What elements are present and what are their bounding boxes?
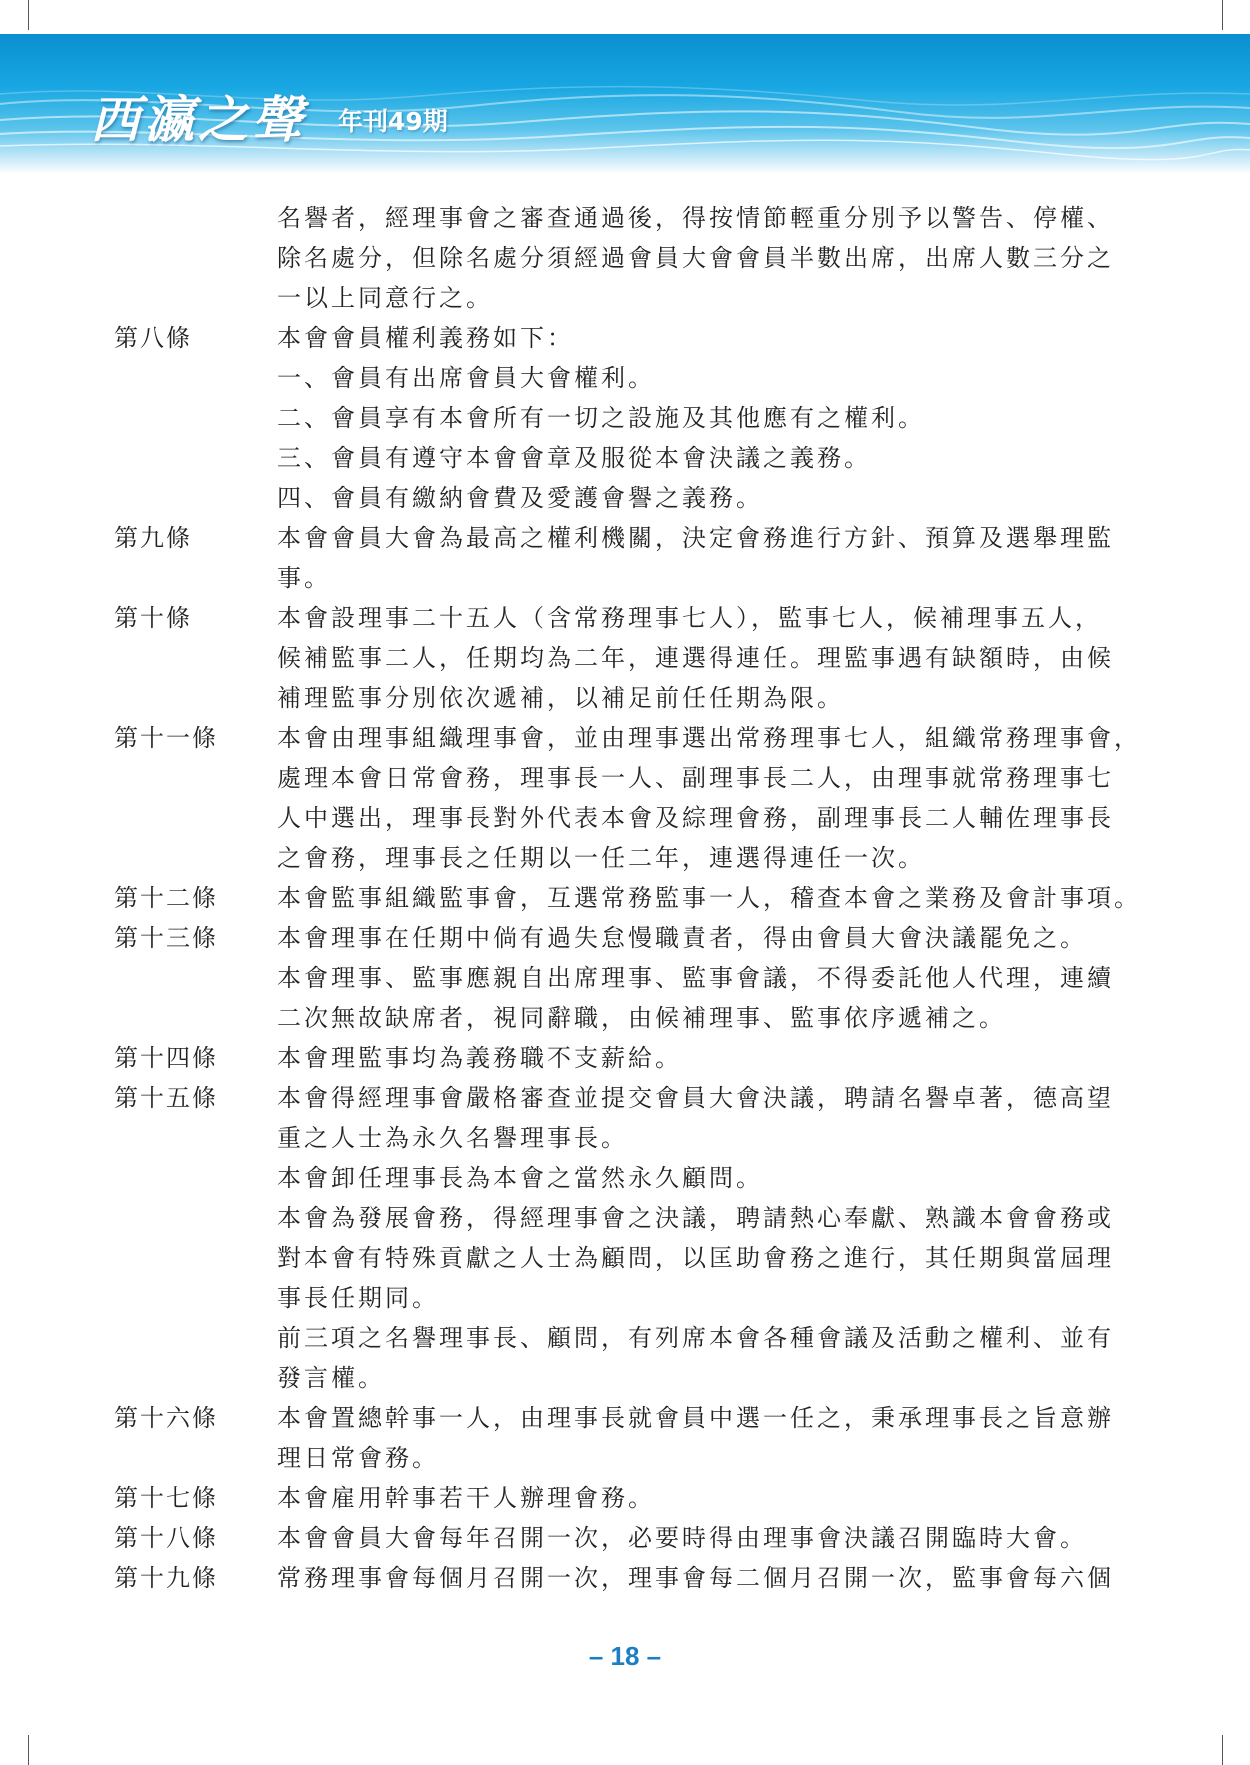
article-text-line: 本會理事在任期中倘有過失怠慢職責者，得由會員大會決議罷免之。 <box>277 924 1087 952</box>
article-text-line: 候補監事二人，任期均為二年，連選得連任。理監事遇有缺額時，由候 <box>277 644 1114 672</box>
article-text-line: 重之人士為永久名譽理事長。 <box>277 1124 628 1152</box>
article-text-line: 名譽者，經理事會之審查通過後，得按情節輕重分別予以警告、停權、 <box>277 204 1114 232</box>
article-text-line: 二次無故缺席者，視同辭職，由候補理事、監事依序遞補之。 <box>277 1004 1006 1032</box>
article-text-line: 四、會員有繳納會費及愛護會譽之義務。 <box>277 484 763 512</box>
page-number: – 18 – <box>588 1641 662 1671</box>
article-number: 第八條 <box>114 324 192 352</box>
article-number: 第十八條 <box>114 1524 218 1552</box>
issue-label: 年刊49期 <box>338 107 448 136</box>
article-text-line: 處理本會日常會務，理事長一人、副理事長二人，由理事就常務理事七 <box>277 764 1114 792</box>
article-text-line: 除名處分，但除名處分須經過會員大會會員半數出席，出席人數三分之 <box>277 244 1114 272</box>
article-text-line: 本會理事、監事應親自出席理事、監事會議，不得委託他人代理，連續 <box>277 964 1114 992</box>
crop-mark <box>28 1735 29 1765</box>
article-text-line: 前三項之名譽理事長、顧問，有列席本會各種會議及活動之權利、並有 <box>277 1324 1114 1352</box>
article-text-line: 本會會員大會每年召開一次，必要時得由理事會決議召開臨時大會。 <box>277 1524 1087 1552</box>
article-text-line: 本會雇用幹事若干人辦理會務。 <box>277 1484 655 1512</box>
article-text-line: 補理監事分別依次遞補，以補足前任任期為限。 <box>277 684 844 712</box>
article-number: 第十五條 <box>114 1084 218 1112</box>
article-text-line: 事長任期同。 <box>277 1284 439 1312</box>
crop-mark <box>1222 1735 1223 1765</box>
article-text-line: 本會得經理事會嚴格審查並提交會員大會決議，聘請名譽卓著，德高望 <box>277 1084 1114 1112</box>
article-text-line: 之會務，理事長之任期以一任二年，連選得連任一次。 <box>277 844 925 872</box>
article-number: 第十條 <box>114 604 192 632</box>
article-text-line: 本會監事組織監事會，互選常務監事一人，稽查本會之業務及會計事項。 <box>277 884 1141 912</box>
article-text-line: 三、會員有遵守本會會章及服從本會決議之義務。 <box>277 444 871 472</box>
crop-mark <box>28 0 29 30</box>
article-text-line: 理日常會務。 <box>277 1444 439 1472</box>
article-text-line: 一以上同意行之。 <box>277 284 493 312</box>
article-text-line: 對本會有特殊貢獻之人士為顧問，以匡助會務之進行，其任期與當屆理 <box>277 1244 1114 1272</box>
article-text-line: 常務理事會每個月召開一次，理事會每二個月召開一次，監事會每六個 <box>277 1564 1114 1592</box>
article-text-line: 人中選出，理事長對外代表本會及綜理會務，副理事長二人輔佐理事長 <box>277 804 1114 832</box>
article-text-line: 事。 <box>277 564 331 592</box>
article-text-line: 本會卸任理事長為本會之當然永久顧問。 <box>277 1164 763 1192</box>
article-number: 第十二條 <box>114 884 218 912</box>
article-text-line: 本會會員大會為最高之權利機關，決定會務進行方針、預算及選舉理監 <box>277 524 1114 552</box>
page-header <box>0 34 1250 174</box>
crop-mark <box>1222 0 1223 30</box>
article-text-line: 本會由理事組織理事會，並由理事選出常務理事七人，組織常務理事會， <box>277 724 1141 752</box>
magazine-title: 西瀛之聲 <box>90 90 306 149</box>
article-text-line: 本會會員權利義務如下： <box>277 324 574 352</box>
article-text-line: 本會設理事二十五人（含常務理事七人），監事七人，候補理事五人， <box>277 604 1102 632</box>
article-number: 第十六條 <box>114 1404 218 1432</box>
article-text-line: 一、會員有出席會員大會權利。 <box>277 364 655 392</box>
article-text-line: 本會為發展會務，得經理事會之決議，聘請熱心奉獻、熟識本會會務或 <box>277 1204 1114 1232</box>
article-text-line: 發言權。 <box>277 1364 385 1392</box>
article-number: 第十七條 <box>114 1484 218 1512</box>
article-number: 第十三條 <box>114 924 218 952</box>
article-number: 第十四條 <box>114 1044 218 1072</box>
article-text-line: 本會理監事均為義務職不支薪給。 <box>277 1044 682 1072</box>
article-number: 第十一條 <box>114 724 218 752</box>
article-text-line: 二、會員享有本會所有一切之設施及其他應有之權利。 <box>277 404 925 432</box>
article-text-line: 本會置總幹事一人，由理事長就會員中選一任之，秉承理事長之旨意辦 <box>277 1404 1114 1432</box>
article-number: 第九條 <box>114 524 192 552</box>
article-number: 第十九條 <box>114 1564 218 1592</box>
